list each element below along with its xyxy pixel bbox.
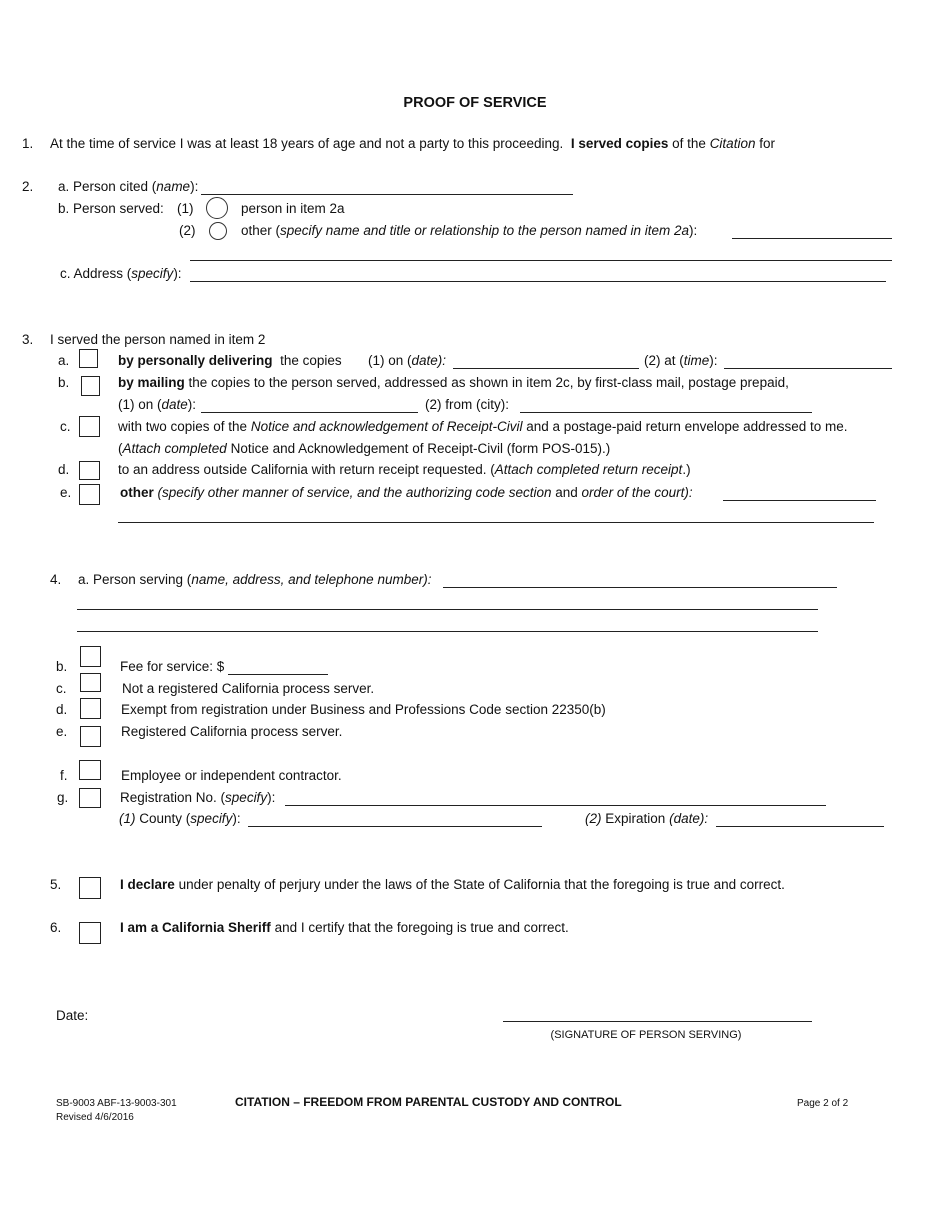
expiration-number: (2) [585,811,602,826]
registration-checkbox[interactable] [79,788,101,808]
item3c-pre: with two copies of the [118,419,248,434]
item3-intro: I served the person named in item 2 [50,332,266,347]
item1-text-c: for [759,136,775,151]
item3d-italic: Attach completed return receipt [494,462,683,477]
expiration-italic: (date): [669,811,709,826]
personal-delivery-date-input[interactable] [453,368,639,369]
item4c-text: Not a registered California process server. [122,681,375,696]
signature-label: (SIGNATURE OF PERSON SERVING) [550,1029,742,1041]
page-title: PROOF OF SERVICE [403,95,547,111]
item3a-at-label [644,353,718,369]
item5-number: 5. [50,877,62,892]
item2a-label-italic: name [156,179,191,194]
mailing-checkbox[interactable] [81,376,100,396]
footer-revised: Revised 4/6/2016 [56,1112,134,1123]
item2b2-number: (2) [179,223,196,238]
item3a-letter: a. [58,353,70,368]
registered-checkbox[interactable] [80,726,101,747]
item1-text-b: of the [672,136,706,151]
item3b-on-pre: (1) on ( [118,397,162,412]
item3b-on-label [118,397,196,413]
not-registered-checkbox[interactable] [80,673,101,692]
item4g-pre: Registration No. ( [120,790,226,805]
item3a-on-italic: date): [411,353,447,368]
item3d-text [118,462,691,478]
item4g-italic: specify [225,790,268,805]
item1-italic: Citation [709,136,756,151]
item3c-l2-italic: Attach completed [122,441,227,456]
personal-delivery-checkbox[interactable] [79,349,98,368]
item2b2-post: ): [689,223,698,238]
item6-text [120,920,569,936]
footer-page-number: Page 2 of 2 [797,1098,849,1109]
item3d-letter: d. [58,462,70,477]
item4b-letter: b. [56,659,68,674]
item2a-label-post: ): [190,179,199,194]
county-label [119,811,241,827]
item4f-letter: f. [60,768,68,783]
item3a-on-label [368,353,446,369]
item2b-label: b. Person served: [58,201,164,216]
other-manner-checkbox[interactable] [79,484,100,505]
expiration-date-input[interactable] [716,826,884,827]
item3d-post: .) [682,462,691,477]
item3b-letter: b. [58,375,70,390]
expiration-label [585,811,708,827]
item3a-on-pre: (1) on ( [368,353,412,368]
item3e-text [120,485,693,501]
item3a-at-pre: (2) at ( [644,353,684,368]
item3e-italic-2: order of the court): [581,485,693,500]
employee-contractor-checkbox[interactable] [79,760,101,780]
item3-number: 3. [22,332,34,347]
footer-title: CITATION – FREEDOM FROM PARENTAL CUSTODY AND CONTROL [235,1095,622,1109]
item2b2-text [241,223,697,239]
item4g-letter: g. [57,790,69,805]
county-pre: County ( [139,811,191,826]
item1-text-a: At the time of service I was at least 18 years of age and not a party to this proceeding. [50,136,564,151]
item3a-at-post: ): [709,353,718,368]
declare-checkbox[interactable] [79,877,101,899]
person-serving-input[interactable] [443,587,837,588]
item3c-l2-post: Notice and Acknowledgement of Receipt-Civil (form POS-015).) [230,441,611,456]
registration-number-input[interactable] [285,805,826,806]
date-label: Date: [56,1008,89,1023]
item4a-label [78,572,431,588]
item4g-post: ): [267,790,276,805]
item5-rest: under penalty of perjury under the laws of the State of California that the foregoing is true and correct. [178,877,785,892]
mailing-city-input[interactable] [520,412,812,413]
item4-number: 4. [50,572,62,587]
mailing-date-input[interactable] [201,412,418,413]
item3b-from-label: (2) from (city): [425,397,509,412]
item1-number: 1. [22,136,34,151]
item1-text [50,136,775,152]
item3e-bold: other [120,485,154,500]
address-input[interactable] [190,281,886,282]
item2b1-text: person in item 2a [241,201,345,216]
item3c-text-line2 [118,441,610,457]
county-input[interactable] [248,826,542,827]
item2b2-pre: other ( [241,223,281,238]
item3c-l2-pre: ( [118,441,123,456]
fee-checkbox[interactable] [80,646,101,667]
item2b2-italic: specify name and title or relationship to the person named in item 2a [280,223,690,238]
exempt-checkbox[interactable] [80,698,101,719]
item3e-italic-1: (specify other manner of service, and the authorizing code section [157,485,552,500]
item4b-text: Fee for service: $ [120,659,225,674]
item3b-on-post: ): [187,397,197,412]
item2c-label-italic: specify [131,266,174,281]
item5-bold: I declare [120,877,175,892]
person-serving-input-line2[interactable] [77,609,818,610]
item6-rest: and I certify that the foregoing is true and correct. [274,920,569,935]
other-manner-input[interactable] [723,500,876,501]
item3e-mid: and [555,485,578,500]
item4a-italic: name, address, and telephone number): [191,572,432,587]
item3a-rest: the copies [280,353,342,368]
item3c-italic: Notice and acknowledgement of Receipt-Civil [250,419,523,434]
item6-bold: I am a California Sheriff [120,920,271,935]
item4e-text: Registered California process server. [121,724,343,739]
item3b-on-italic: date [161,397,188,412]
personal-delivery-time-input[interactable] [724,368,892,369]
item3b-bold: by mailing [118,375,185,390]
person-served-1-radio[interactable] [206,197,228,219]
sheriff-checkbox[interactable] [79,922,101,944]
expiration-text: Expiration [605,811,666,826]
fee-amount-input[interactable] [228,674,328,675]
item3b-rest: the copies to the person served, addressed as shown in item 2c, by first-class mail, postage prepaid, [188,375,789,390]
county-post: ): [232,811,241,826]
item3c-letter: c. [60,419,71,434]
item1-bold: I served copies [570,136,669,151]
item2a-label-pre: a. Person cited ( [58,179,157,194]
item3b-text [118,375,789,391]
person-served-other-input-line2[interactable] [190,260,892,261]
outside-california-checkbox[interactable] [79,461,100,480]
other-manner-input-line2[interactable] [118,522,874,523]
county-number: (1) [119,811,136,826]
item2c-label-post: ): [173,266,182,281]
item3c-post: and a postage-paid return envelope addressed to me. [526,419,848,434]
person-served-other-input[interactable] [732,238,892,239]
item2c-label-pre: c. Address ( [60,266,132,281]
item4a-pre: a. Person serving ( [78,572,192,587]
item4f-text: Employee or independent contractor. [121,768,342,783]
notice-ack-checkbox[interactable] [79,416,100,437]
item3a-at-italic: time [683,353,710,368]
item3c-text [118,419,847,435]
item2b1-number: (1) [177,201,194,216]
person-serving-input-line3[interactable] [77,631,818,632]
person-served-2-radio[interactable] [209,222,227,240]
signature-input[interactable] [503,1021,812,1022]
item2-number: 2. [22,179,34,194]
item3e-letter: e. [60,485,72,500]
item3a-text [118,353,342,369]
item4d-letter: d. [56,702,68,717]
item4c-letter: c. [56,681,67,696]
item4g-text [120,790,275,806]
footer-form-id: SB-9003 ABF-13-9003-301 [56,1098,177,1109]
person-cited-input[interactable] [201,194,573,195]
item2c-label [60,266,182,282]
county-italic: specify [190,811,233,826]
item4d-text: Exempt from registration under Business and Professions Code section 22350(b) [121,702,606,717]
item4e-letter: e. [56,724,68,739]
item2a-label [58,179,198,195]
item5-text [120,877,785,893]
item3d-pre: to an address outside California with return receipt requested. ( [118,462,495,477]
item6-number: 6. [50,920,62,935]
item3a-bold: by personally delivering [118,353,273,368]
